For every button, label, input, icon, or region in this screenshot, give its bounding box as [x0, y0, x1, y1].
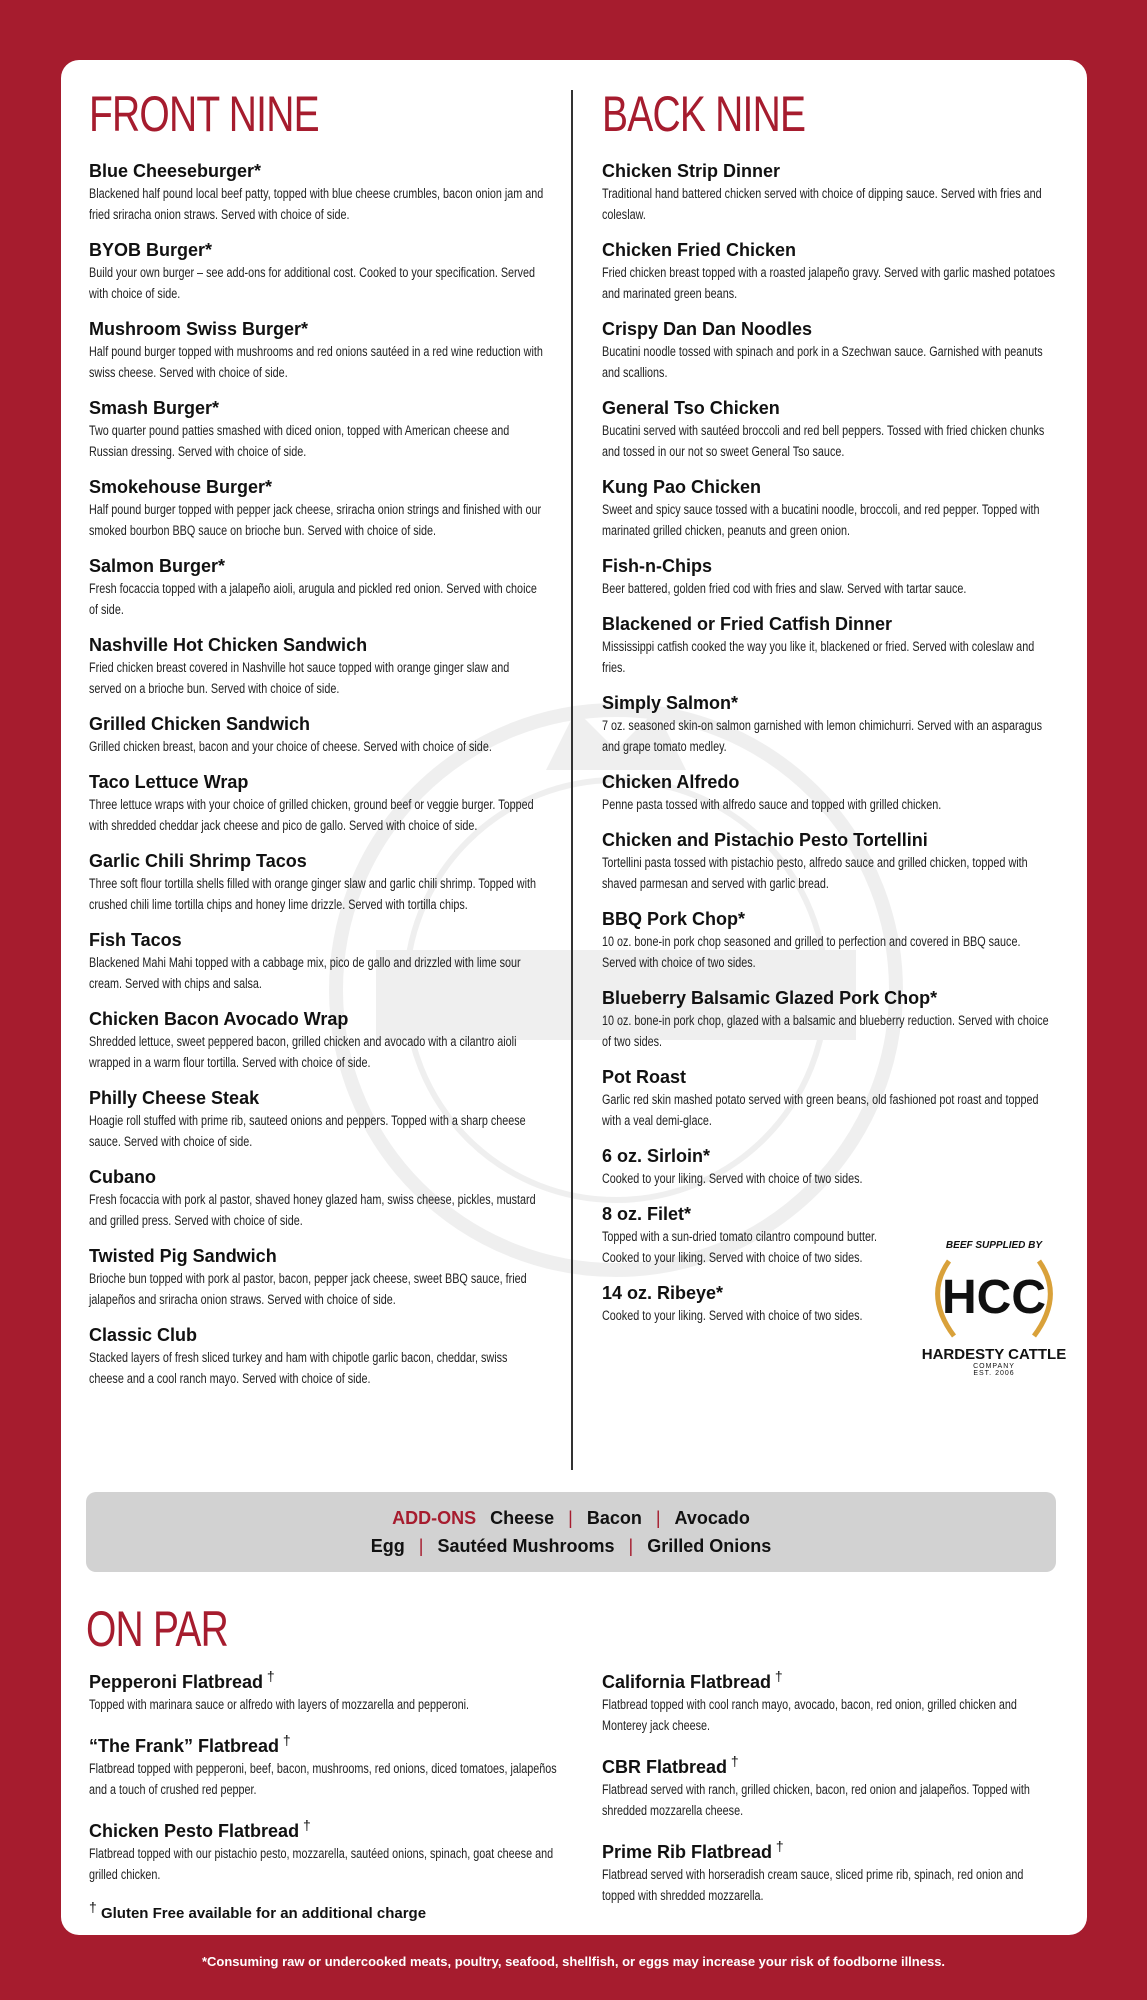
food-safety-disclaimer: *Consuming raw or undercooked meats, poultry, seafood, shellfish, or eggs may increase your risk of foodborne illness.	[201, 1954, 946, 1969]
menu-item-name: California Flatbread †	[602, 1668, 783, 1692]
menu-item-name: “The Frank” Flatbread †	[89, 1732, 291, 1756]
menu-item-description: Bucatini noodle tossed with spinach and pork in a Szechwan sauce. Garnished with peanuts and scallions.	[602, 344, 1043, 380]
menu-item	[89, 1245, 544, 1310]
menu-item	[89, 1087, 544, 1152]
menu-item-description: Half pound burger topped with mushrooms and red onions sautéed in a red wine reduction with swiss cheese. Served with choice of side.	[89, 344, 543, 380]
add-on-option: Sautéed Mushrooms	[437, 1536, 615, 1556]
dagger-symbol: †	[771, 1668, 783, 1684]
menu-item-name: BBQ Pork Chop*	[602, 909, 746, 929]
menu-item-description: Shredded lettuce, sweet peppered bacon, grilled chicken and avocado with a cilantro aioli wrapped in a warm flour tortilla. Served with choice of side.	[89, 1034, 517, 1070]
dagger-symbol: †	[263, 1668, 275, 1684]
menu-item	[602, 908, 1057, 973]
menu-item-name: Blackened or Fried Catfish Dinner	[602, 614, 893, 634]
hcc-est: EST. 2006	[973, 1370, 1015, 1377]
on-par-left-list	[89, 1665, 559, 1885]
menu-item-description: Fresh focaccia with pork al pastor, shaved honey glazed ham, swiss cheese, pickles, mustard and grilled press. Served with choice of side.	[89, 1192, 536, 1228]
dagger-symbol: †	[89, 1899, 97, 1915]
menu-item-description: 10 oz. bone-in pork chop seasoned and grilled to perfection and covered in BBQ sauce. Served with choice of two sides.	[602, 934, 1021, 970]
menu-item-name: Chicken Fried Chicken	[602, 240, 797, 260]
menu-item-description: Flatbread served with ranch, grilled chicken, bacon, red onion and jalapeños. Topped with shredded mozzarella cheese.	[602, 1782, 1030, 1818]
add-on-option: Cheese	[490, 1508, 555, 1528]
menu-item	[89, 1814, 559, 1885]
menu-item-name: Chicken and Pistachio Pesto Tortellini	[602, 830, 928, 850]
on-par-left-column	[89, 1665, 559, 1922]
menu-item-name: Fish-n-Chips	[602, 556, 712, 576]
menu-item	[89, 160, 544, 225]
menu-item-name: General Tso Chicken	[602, 398, 780, 418]
menu-item	[89, 1729, 559, 1800]
menu-item-description: Topped with marinara sauce or alfredo with layers of mozzarella and pepperoni.	[89, 1697, 470, 1712]
menu-item	[89, 1166, 544, 1231]
menu-item	[89, 771, 544, 836]
on-par-right-list	[602, 1665, 1057, 1906]
menu-item-description: Cooked to your liking. Served with choice of two sides.	[602, 1171, 863, 1186]
menu-item	[602, 397, 1057, 462]
menu-item-description: Flatbread served with horseradish cream sauce, sliced prime rib, spinach, red onion and topped with shredded mozzarella.	[602, 1867, 1024, 1903]
menu-item-description: Bucatini served with sautéed broccoli and red bell peppers. Tossed with fried chicken chunks and tossed in our not so sweet General Tso sauce.	[602, 423, 1045, 459]
menu-item-name: CBR Flatbread †	[602, 1753, 739, 1777]
menu-item	[89, 318, 544, 383]
menu-item-description: Cooked to your liking. Served with choice of two sides.	[602, 1308, 863, 1323]
menu-item	[602, 239, 1057, 304]
add-ons-separator: |	[568, 1508, 573, 1528]
add-on-option: Bacon	[586, 1508, 642, 1528]
menu-item-name: Prime Rib Flatbread †	[602, 1838, 784, 1862]
menu-item	[602, 1282, 902, 1326]
menu-item-name: Kung Pao Chicken	[602, 477, 762, 497]
menu-item-name: Classic Club	[89, 1325, 198, 1345]
menu-item	[89, 1665, 559, 1715]
menu-item-name: Philly Cheese Steak	[89, 1088, 260, 1108]
add-on-option: Egg	[370, 1536, 405, 1556]
gluten-free-note	[89, 1899, 559, 1922]
menu-item-description: Fresh focaccia topped with a jalapeño aioli, arugula and pickled red onion. Served with choice of side.	[89, 581, 537, 617]
menu-item	[602, 1145, 1057, 1189]
menu-item	[89, 397, 544, 462]
hcc-company-name: HARDESTY CATTLE	[921, 1346, 1067, 1363]
menu-item-description: Blackened Mahi Mahi topped with a cabbage mix, pico de gallo and drizzled with lime sour cream. Served with chips and salsa.	[89, 955, 521, 991]
menu-item-name: Chicken Alfredo	[602, 772, 740, 792]
add-ons-line-2	[86, 1532, 1056, 1560]
beef-supplied-label: BEEF SUPPLIED BY	[945, 1240, 1043, 1251]
menu-item	[89, 1008, 544, 1073]
menu-item-description: Garlic red skin mashed potato served with green beans, old fashioned pot roast and topped with a veal demi-glace.	[602, 1092, 1039, 1128]
menu-item-description: Flatbread topped with cool ranch mayo, avocado, bacon, red onion, grilled chicken and Monterey jack cheese.	[602, 1697, 1017, 1733]
menu-item-name: 8 oz. Filet*	[602, 1204, 692, 1224]
menu-item-description: Mississippi catfish cooked the way you like it, blackened or fried. Served with coleslaw and fries.	[602, 639, 1035, 675]
add-on-option: Avocado	[674, 1508, 750, 1528]
column-divider	[571, 90, 573, 1470]
menu-item	[602, 987, 1057, 1052]
menu-item-description: Blackened half pound local beef patty, topped with blue cheese crumbles, bacon onion jam and fried sriracha onion straws. Served with choice of side.	[89, 186, 544, 222]
add-on-option: Grilled Onions	[647, 1536, 772, 1556]
menu-item	[602, 771, 1057, 815]
on-par-right-column	[602, 1665, 1057, 1920]
menu-item-name: Pepperoni Flatbread †	[89, 1668, 275, 1692]
menu-item-description: Tortellini pasta tossed with pistachio pesto, alfredo sauce and grilled chicken, topped with shaved parmesan and served with garlic bread.	[602, 855, 1028, 891]
front-nine-title: FRONT NINE	[89, 86, 319, 142]
menu-item-name: Salmon Burger*	[89, 556, 226, 576]
back-nine-section	[602, 80, 1057, 1340]
menu-item-name: 6 oz. Sirloin*	[602, 1146, 711, 1166]
menu-item-name: Crispy Dan Dan Noodles	[602, 319, 813, 339]
menu-item	[602, 1203, 902, 1268]
menu-item	[602, 318, 1057, 383]
menu-item-description: 10 oz. bone-in pork chop, glazed with a balsamic and blueberry reduction. Served with choice of two sides.	[602, 1013, 1049, 1049]
menu-item-name: BYOB Burger*	[89, 240, 213, 260]
menu-item-description: Half pound burger topped with pepper jack cheese, sriracha onion strings and finished with our smoked bourbon BBQ sauce on brioche bun. Served with choice of side.	[89, 502, 542, 538]
gluten-free-text: Gluten Free available for an additional charge	[100, 1905, 427, 1922]
dagger-symbol: †	[299, 1817, 311, 1833]
menu-item-description: Beer battered, golden fried cod with fries and slaw. Served with tartar sauce.	[602, 581, 967, 596]
back-nine-title: BACK NINE	[602, 86, 806, 142]
menu-item-description: Hoagie roll stuffed with prime rib, sauteed onions and peppers. Topped with a sharp cheese sauce. Served with choice of side.	[89, 1113, 526, 1149]
menu-item-description: Grilled chicken breast, bacon and your choice of cheese. Served with choice of side.	[89, 739, 492, 754]
add-ons-line-1	[86, 1504, 1056, 1532]
menu-item-description: Three lettuce wraps with your choice of grilled chicken, ground beef or veggie burger. Topped with shredded cheddar jack cheese and pico de gallo. Served with choice of side.	[89, 797, 534, 833]
menu-item-name: Grilled Chicken Sandwich	[89, 714, 311, 734]
menu-item	[602, 476, 1057, 541]
menu-item	[602, 829, 1057, 894]
hardesty-cattle-logo	[914, 1240, 1074, 1390]
menu-item-description: Penne pasta tossed with alfredo sauce and topped with grilled chicken.	[602, 797, 942, 812]
menu-item-description: Fried chicken breast topped with a roasted jalapeño gravy. Served with garlic mashed potatoes and marinated green beans.	[602, 265, 1056, 301]
menu-item	[89, 239, 544, 304]
menu-item-description: Traditional hand battered chicken served with choice of dipping sauce. Served with fries and coleslaw.	[602, 186, 1042, 222]
menu-item	[89, 850, 544, 915]
menu-item-description: Flatbread topped with our pistachio pesto, mozzarella, sautéed onions, spinach, goat cheese and grilled chicken.	[89, 1846, 554, 1882]
add-ons-separator: |	[418, 1536, 424, 1556]
menu-item	[602, 1066, 1057, 1131]
menu-item-name: Mushroom Swiss Burger*	[89, 319, 309, 339]
dagger-symbol: †	[727, 1753, 739, 1769]
front-nine-section	[89, 80, 544, 1403]
menu-card	[61, 60, 1087, 1935]
menu-item-name: Simply Salmon*	[602, 693, 739, 713]
menu-item-name: 14 oz. Ribeye*	[602, 1283, 724, 1303]
menu-item	[89, 713, 544, 757]
menu-item-description: Build your own burger – see add-ons for additional cost. Cooked to your specification. Served with choice of side.	[89, 265, 536, 301]
menu-item-description: Stacked layers of fresh sliced turkey and ham with chipotle garlic bacon, cheddar, swiss cheese and a cool ranch mayo. Served with choice of side.	[89, 1350, 508, 1386]
dagger-symbol: †	[772, 1838, 784, 1854]
menu-item	[602, 555, 1057, 599]
menu-item-description: Three soft flour tortilla shells filled with orange ginger slaw and garlic chili shrimp. Topped with crushed chili lime tortilla chips and honey lime drizzle. Served with tortilla chips.	[89, 876, 537, 912]
menu-item	[602, 1665, 1057, 1736]
add-ons-bar	[86, 1492, 1056, 1572]
add-ons-separator: |	[655, 1508, 661, 1528]
menu-item	[89, 1324, 544, 1389]
menu-item	[89, 634, 544, 699]
menu-item-name: Fish Tacos	[89, 930, 182, 950]
menu-item	[602, 1835, 1057, 1906]
menu-item-name: Blue Cheeseburger*	[89, 161, 262, 181]
menu-item-description: 7 oz. seasoned skin-on salmon garnished with lemon chimichurri. Served with an asparagus and grape tomato medley.	[602, 718, 1043, 754]
menu-item	[602, 692, 1057, 757]
hcc-wheat-emblem-icon	[919, 1251, 1069, 1343]
menu-item-name: Blueberry Balsamic Glazed Pork Chop*	[602, 988, 938, 1008]
menu-item-name: Chicken Strip Dinner	[602, 161, 781, 181]
menu-item	[602, 1750, 1057, 1821]
menu-item-description: Brioche bun topped with pork al pastor, bacon, pepper jack cheese, sweet BBQ sauce, fried jalapeños and sriracha onion straws. Served with choice of side.	[89, 1271, 527, 1307]
menu-item	[602, 613, 1057, 678]
menu-item-description: Fried chicken breast covered in Nashville hot sauce topped with orange ginger slaw and served on a brioche bun. Served with choice of side.	[89, 660, 510, 696]
menu-item	[89, 929, 544, 994]
hcc-company-word: COMPANY	[973, 1363, 1015, 1370]
menu-item-name: Twisted Pig Sandwich	[89, 1246, 277, 1266]
add-ons-label: ADD-ONS	[392, 1508, 477, 1528]
menu-item-name: Garlic Chili Shrimp Tacos	[89, 851, 307, 871]
menu-item-name: Cubano	[89, 1167, 156, 1187]
menu-item	[89, 476, 544, 541]
on-par-title: ON PAR	[86, 1601, 228, 1657]
add-ons-separator: |	[628, 1536, 634, 1556]
menu-item	[602, 160, 1057, 225]
menu-item-name: Smash Burger*	[89, 398, 220, 418]
menu-item-name: Nashville Hot Chicken Sandwich	[89, 635, 368, 655]
menu-item-description: Topped with a sun-dried tomato cilantro compound butter. Cooked to your liking. Served with choice of two sides.	[602, 1229, 877, 1265]
menu-item-name: Smokehouse Burger*	[89, 477, 273, 497]
menu-item-description: Sweet and spicy sauce tossed with a bucatini noodle, broccoli, and red pepper. Topped with marinated grilled chicken, peanuts and green onion.	[602, 502, 1040, 538]
menu-item-description: Flatbread topped with pepperoni, beef, bacon, mushrooms, red onions, diced tomatoes, jalapeños and a touch of crushed red pepper.	[89, 1761, 557, 1797]
menu-item-name: Chicken Pesto Flatbread †	[89, 1817, 311, 1841]
menu-item-name: Taco Lettuce Wrap	[89, 772, 249, 792]
menu-item-name: Chicken Bacon Avocado Wrap	[89, 1009, 349, 1029]
menu-item-name: Pot Roast	[602, 1067, 687, 1087]
menu-item	[89, 555, 544, 620]
front-nine-list	[89, 160, 544, 1389]
hcc-letters: HCC	[942, 1271, 1046, 1324]
dagger-symbol: †	[279, 1732, 291, 1748]
menu-item-description: Two quarter pound patties smashed with diced onion, topped with American cheese and Russian dressing. Served with choice of side.	[89, 423, 510, 459]
back-nine-list	[602, 160, 1057, 1326]
